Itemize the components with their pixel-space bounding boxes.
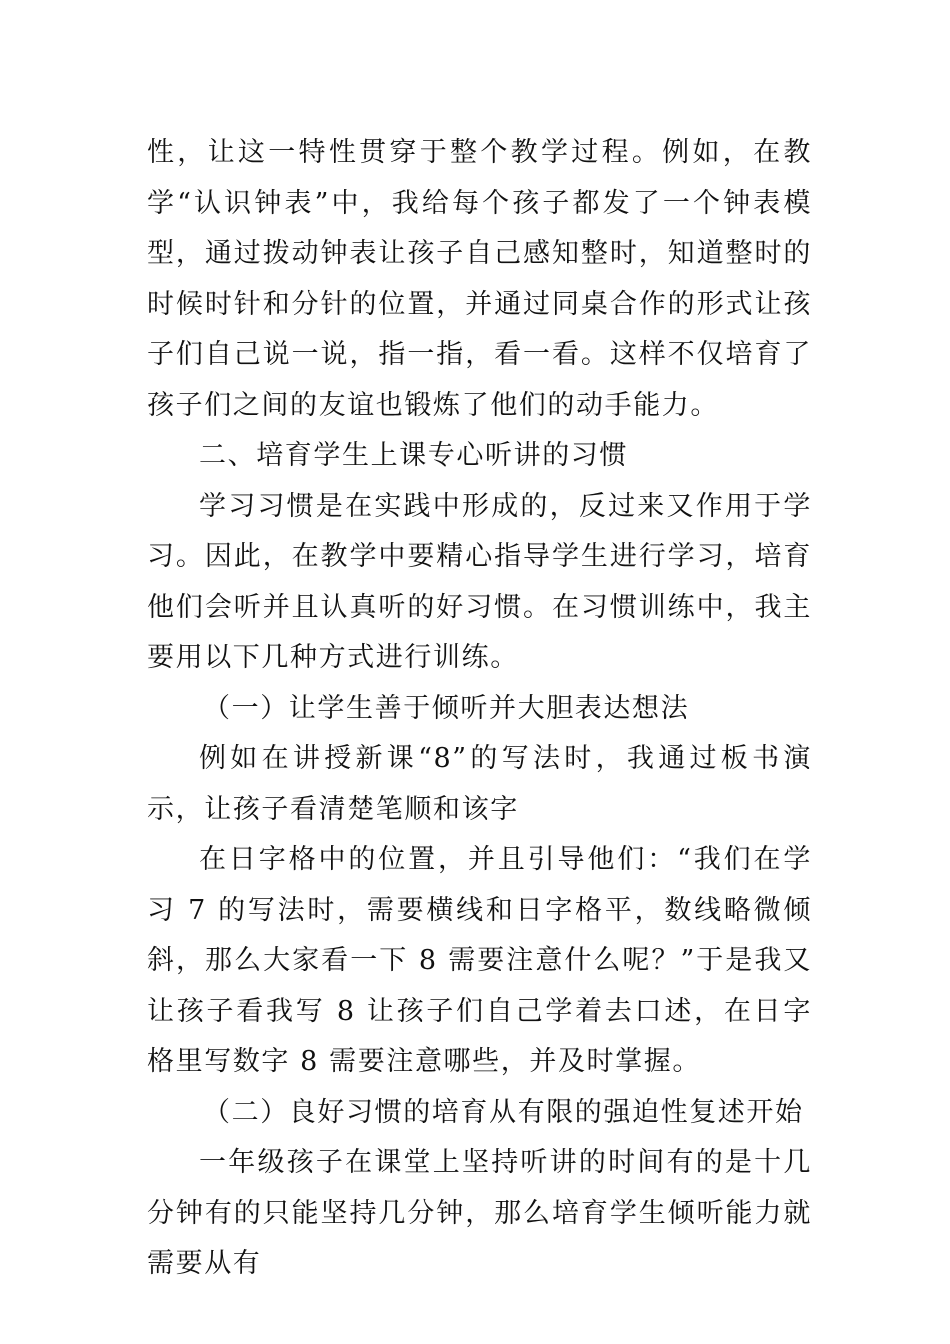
paragraph-learning-habits: 学习习惯是在实践中形成的，反过来又作用于学习。因此，在教学中要精心指导学生进行学习，培育他们会听并且认真听的好习惯。在习惯训练中，我主要用以下几种方式进行训练。 [147, 490, 812, 673]
paragraph-continuation: 性，让这一特性贯穿于整个教学过程。例如，在教学“认识钟表”中，我给每个孩子都发了一个钟表模型，通过拨动钟表让孩子自己感知整时，知道整时的时候时针和分针的位置，并通过同桌合作的形式让孩子们自己说一说，指一指，看一看。这样不仅培育了孩子们之间的友谊也锻炼了他们的动手能力。 [147, 137, 812, 421]
paragraph-attention-span: 一年级孩子在课堂上坚持听讲的时间有的是十几分钟有的只能坚持几分钟，那么培育学生倾听能力就需要从有 [147, 1147, 812, 1279]
paragraph-example-8: 例如在讲授新课“8”的写法时，我通过板书演示，让孩子看清楚笔顺和该字 [147, 743, 812, 825]
subsection-heading-2: （二）良好习惯的培育从有限的强迫性复述开始 [203, 1096, 804, 1128]
subsection-heading-1: （一）让学生善于倾听并大胆表达想法 [203, 692, 690, 724]
document-body [147, 128, 812, 1290]
section-heading-2: 二、培育学生上课专心听讲的习惯 [199, 440, 628, 471]
paragraph-grid-position: 在日字格中的位置，并且引导他们：“我们在学习 7 的写法时，需要横线和日字格平，数线略微倾斜，那么大家看一下 8 需要注意什么呢？”于是我又让孩子看我写 8 让孩子们自己学着去口述，在日字格里写数字 8 需要注意哪些，并及时掌握。 [147, 844, 812, 1077]
